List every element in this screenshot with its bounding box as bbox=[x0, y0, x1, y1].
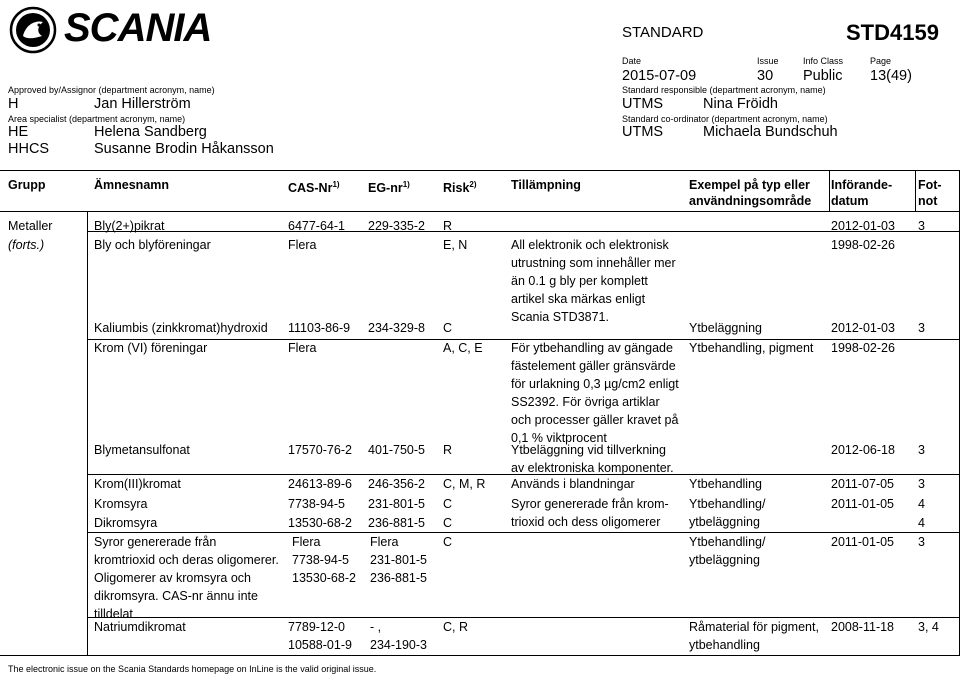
column-header-eg: $EG-nr^{1)}$ bbox=[368, 180, 410, 196]
date-value: 2015-07-09 bbox=[622, 68, 697, 84]
info-class-label: Info Class bbox=[803, 56, 844, 66]
table-cell-name: Krom (VI) föreningar bbox=[94, 341, 208, 355]
responsible-label: Standard responsible (department acronym, name) bbox=[622, 85, 826, 95]
issue-label: Issue bbox=[757, 56, 779, 66]
table-cell-eg: 236-881-5 bbox=[368, 516, 425, 530]
page-label: Page bbox=[870, 56, 892, 66]
table-cell-cas: Flera bbox=[288, 341, 317, 355]
table-cell-exempel: Råmaterial för pigment, ytbehandling bbox=[689, 620, 819, 652]
area-specialist-label: Area specialist (department acronym, name) bbox=[8, 114, 186, 124]
coordinator-name: Michaela Bundschuh bbox=[703, 124, 838, 140]
table-cell-risk: C, M, R bbox=[443, 477, 486, 491]
table-cell-tillampning: Ytbeläggning vid tillverkning av elektroniska komponenter. bbox=[511, 443, 674, 475]
group-label: Metaller bbox=[8, 219, 53, 233]
table-cell-cas: 13530-68-2 bbox=[288, 516, 352, 530]
coordinator-label: Standard co-ordinator (department acronym, name) bbox=[622, 114, 828, 124]
table-cell-eg: - , 234-190-3 bbox=[370, 620, 427, 652]
column-header-exempel: Exempel på typ eller användningsområde bbox=[689, 178, 812, 208]
table-cell-eg: 246-356-2 bbox=[368, 477, 425, 491]
table-cell-cas: 24613-89-6 bbox=[288, 477, 352, 491]
page-value: 13(49) bbox=[870, 68, 912, 84]
column-divider bbox=[915, 170, 916, 211]
table-cell-date: 2011-01-05 bbox=[831, 497, 895, 511]
table-cell-exempel: Ytbehandling, pigment bbox=[689, 341, 814, 355]
table-cell-eg: 401-750-5 bbox=[368, 443, 425, 457]
brand-name: SCANIA bbox=[64, 6, 212, 50]
responsible-name: Nina Fröidh bbox=[703, 96, 778, 112]
group-continued-label: (forts.) bbox=[8, 238, 45, 252]
table-cell-tillampning: All elektronik och elektronisk utrustning som innehåller mer än 0.1 g bly per komplett artikel ska märkas enligt Scania STD3871. bbox=[511, 238, 676, 324]
table-cell-tillampning: Syror genererade från krom- trioxid och dess oligomerer bbox=[511, 497, 669, 529]
table-cell-date: 2012-06-18 bbox=[831, 443, 895, 457]
table-cell-date: 1998-02-26 bbox=[831, 238, 895, 252]
issue-value: 30 bbox=[757, 68, 774, 84]
table-cell-cas: 7789-12-0 10588-01-9 bbox=[288, 620, 352, 652]
approved-name: Jan Hillerström bbox=[94, 96, 191, 112]
table-cell-cas: 7738-94-5 bbox=[288, 497, 345, 511]
table-cell-risk: R bbox=[443, 443, 453, 457]
table-cell-name: Kaliumbis (zinkkromat)hydroxid bbox=[94, 321, 268, 335]
table-cell-note: 3 bbox=[918, 321, 925, 335]
table-cell-date: 2008-11-18 bbox=[831, 620, 895, 634]
table-cell-risk: C bbox=[443, 535, 453, 549]
table-cell-note: 3 bbox=[918, 535, 925, 549]
table-cell-exempel: Ytbehandling/ ytbeläggning bbox=[689, 535, 766, 567]
table-cell-note: 4 bbox=[918, 516, 925, 530]
table-cell-risk: C, R bbox=[443, 620, 468, 634]
column-header-cas: CAS-Nr$^{1)}$ bbox=[288, 180, 340, 196]
table-cell-date: 1998-02-26 bbox=[831, 341, 895, 355]
column-header-grupp: Grupp bbox=[8, 178, 46, 192]
table-cell-note: 3, 4 bbox=[918, 620, 939, 634]
table-cell-tillampning: Används i blandningar bbox=[511, 477, 635, 491]
column-header-amnesnamn: Ämnesnamn bbox=[94, 178, 170, 192]
area-specialist-dept: HHCS bbox=[8, 141, 50, 157]
column-header-risk: Risk$^{2)}$ bbox=[443, 180, 477, 196]
row-divider bbox=[87, 231, 960, 232]
table-cell-note: 3 bbox=[918, 219, 925, 233]
responsible-dept: UTMS bbox=[622, 96, 664, 112]
table-cell-eg: Flera 231-801-5 236-881-5 bbox=[370, 535, 427, 585]
table-cell-name: Bly och blyföreningar bbox=[94, 238, 211, 252]
column-header-inforande: Införande- datum bbox=[831, 178, 893, 208]
group-divider bbox=[87, 211, 88, 655]
table-cell-name: Natriumdikromat bbox=[94, 620, 186, 634]
table-cell-exempel: Ytbehandling bbox=[689, 477, 762, 491]
table-cell-risk: E, N bbox=[443, 238, 468, 252]
table-cell-exempel: Ytbehandling/ ytbeläggning bbox=[689, 497, 766, 529]
approved-dept: H bbox=[8, 96, 19, 112]
table-cell-name: Kromsyra bbox=[94, 497, 148, 511]
table-cell-risk: R bbox=[443, 219, 453, 233]
table-cell-date: 2012-01-03 bbox=[831, 219, 895, 233]
column-header-fotnot: Fot- not bbox=[918, 178, 942, 208]
table-cell-exempel: Ytbeläggning bbox=[689, 321, 762, 335]
table-cell-name: Krom(III)kromat bbox=[94, 477, 181, 491]
doc-number: STD4159 bbox=[846, 20, 939, 45]
table-bottom-border bbox=[0, 655, 960, 656]
table-cell-eg: 234-329-8 bbox=[368, 321, 425, 335]
area-specialist-dept: HE bbox=[8, 124, 29, 140]
table-cell-name: Bly(2+)pikrat bbox=[94, 219, 165, 233]
table-cell-cas: 11103-86-9 bbox=[288, 321, 351, 335]
table-cell-eg: 229-335-2 bbox=[368, 219, 425, 233]
column-divider bbox=[829, 170, 830, 211]
table-cell-date: 2011-01-05 bbox=[831, 535, 895, 549]
table-cell-note: 3 bbox=[918, 443, 925, 457]
approved-label: Approved by/Assignor (department acronym, name) bbox=[8, 85, 215, 95]
table-cell-cas: 6477-64-1 bbox=[288, 219, 345, 233]
table-cell-risk: C bbox=[443, 321, 453, 335]
date-label: Date bbox=[622, 56, 642, 66]
table-cell-eg: 231-801-5 bbox=[368, 497, 425, 511]
coordinator-dept: UTMS bbox=[622, 124, 664, 140]
table-cell-cas: Flera 7738-94-5 13530-68-2 bbox=[292, 535, 356, 585]
table-cell-risk: C bbox=[443, 516, 453, 530]
table-cell-name: Syror genererade från kromtrioxid och deras oligomerer. Oligomerer av kromsyra och dikromsyra. CAS-nr ännu inte tilldelat bbox=[94, 535, 279, 621]
table-cell-note: 4 bbox=[918, 497, 925, 511]
area-specialist-name: Helena Sandberg bbox=[94, 124, 207, 140]
info-class-value: Public bbox=[803, 68, 843, 84]
table-header-border bbox=[0, 211, 960, 212]
table-cell-risk: C bbox=[443, 497, 453, 511]
table-cell-name: Dikromsyra bbox=[94, 516, 158, 530]
doc-type: STANDARD bbox=[622, 24, 704, 41]
table-cell-tillampning: För ytbehandling av gängade fästelement gäller gränsvärde för urlakning 0,3 µg/cm2 enligt SS2392. För övriga artiklar och processer gäller kravet på 0,1 % viktprocent bbox=[511, 341, 679, 445]
scania-griffin-logo-icon bbox=[8, 6, 58, 54]
table-cell-cas: Flera bbox=[288, 238, 317, 252]
table-cell-name: Blymetansulfonat bbox=[94, 443, 190, 457]
table-top-border bbox=[0, 170, 960, 171]
table-cell-note: 3 bbox=[918, 477, 925, 491]
footer-note: The electronic issue on the Scania Standards homepage on InLine is the valid original issue. bbox=[8, 664, 377, 674]
column-header-tillampning: Tillämpning bbox=[511, 178, 581, 192]
area-specialist-name: Susanne Brodin Håkansson bbox=[94, 141, 274, 157]
table-cell-date: 2012-01-03 bbox=[831, 321, 895, 335]
table-cell-cas: 17570-76-2 bbox=[288, 443, 352, 457]
table-cell-date: 2011-07-05 bbox=[831, 477, 895, 491]
table-cell-risk: A, C, E bbox=[443, 341, 483, 355]
